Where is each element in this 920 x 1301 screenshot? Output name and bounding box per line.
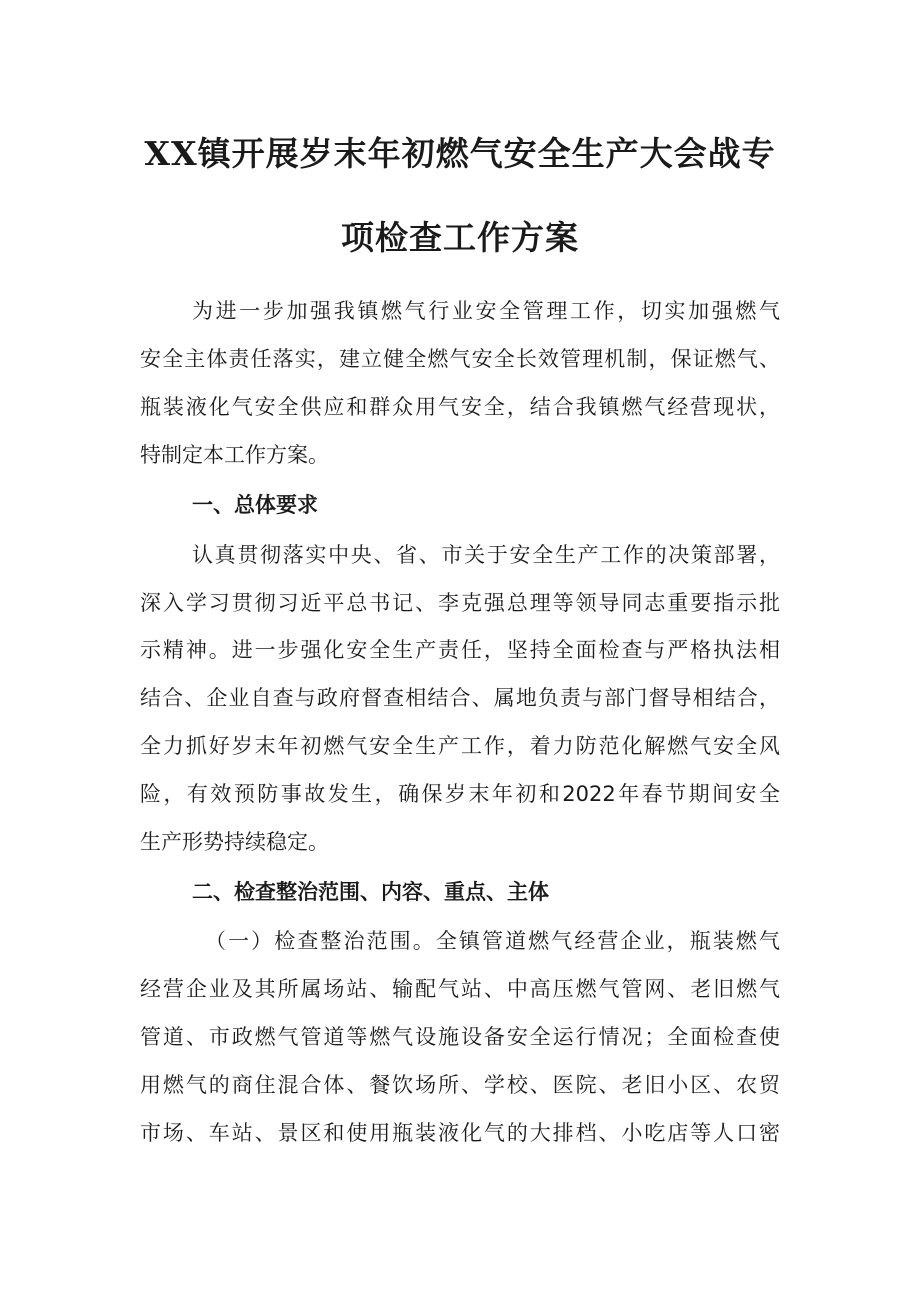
- section-1-line-3: 示精神。进一步强化安全生产责任，坚持全面检查与严格执法相: [140, 638, 780, 662]
- section-2-line-5: 市场、车站、景区和使用瓶装液化气的大排档、小吃店等人口密: [140, 1121, 780, 1145]
- section-1-line-5: 全力抓好岁末年初燃气安全生产工作，着力防范化解燃气安全风: [140, 734, 780, 758]
- section-1-heading: 一、总体要求: [192, 493, 318, 517]
- section-2-line-3: 管道、市政燃气管道等燃气设施设备安全运行情况；全面检查使: [140, 1025, 780, 1049]
- document-title-line-2: 项检查工作方案: [341, 218, 579, 257]
- section-2-line-4: 用燃气的商住混合体、餐饮场所、学校、医院、老旧小区、农贸: [140, 1073, 780, 1097]
- section-2-line-1: （一）检查整治范围。全镇管道燃气经营企业，瓶装燃气: [205, 929, 780, 953]
- section-2-heading: 二、检查整治范围、内容、重点、主体: [192, 880, 549, 904]
- intro-line-3: 瓶装液化气安全供应和群众用气安全，结合我镇燃气经营现状，: [140, 395, 780, 419]
- section-1-line-4: 结合、企业自查与政府督查相结合、属地负责与部门督导相结合，: [140, 686, 780, 710]
- intro-line-1: 为进一步加强我镇燃气行业安全管理工作，切实加强燃气: [192, 299, 780, 323]
- section-1-line-6: 险，有效预防事故发生，确保岁末年初和2022年春节期间安全: [140, 782, 780, 806]
- section-1-line-7: 生产形势持续稳定。: [140, 830, 329, 854]
- intro-line-4: 特制定本工作方案。: [140, 443, 329, 467]
- intro-line-2: 安全主体责任落实，建立健全燃气安全长效管理机制，保证燃气、: [140, 347, 780, 371]
- section-1-line-1: 认真贯彻落实中央、省、市关于安全生产工作的决策部署，: [192, 543, 780, 567]
- section-1-line-2: 深入学习贯彻习近平总书记、李克强总理等领导同志重要指示批: [140, 591, 780, 615]
- document-title-line-1: XX镇开展岁末年初燃气安全生产大会战专: [144, 134, 776, 173]
- section-2-line-2: 经营企业及其所属场站、输配气站、中高压燃气管网、老旧燃气: [140, 977, 780, 1001]
